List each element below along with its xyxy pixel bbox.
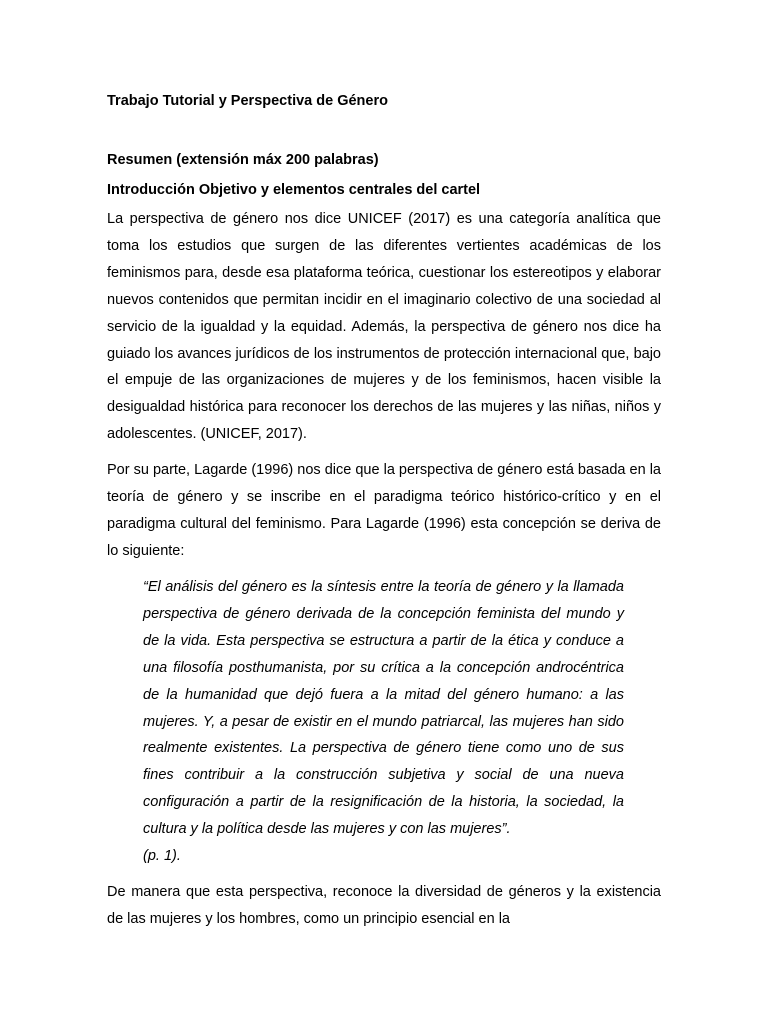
paragraph-unicef: La perspectiva de género nos dice UNICEF (2017) es una categoría analítica que toma los estudios que surgen de las diferentes vertientes académicas de los feminismos para, desde esa plataforma teórica, cuestionar los estereotipos y elaborar nuevos contenidos que permitan incidir en el imaginario colectivo de una sociedad al servicio de la igualdad y la equidad. Además, la perspectiva de género nos dice ha guiado los avances jurídicos de los instrumentos de protección internacional que, bajo el empuje de las organizaciones de mujeres y de los feminismos, hacen visible la desigualdad histórica para reconocer los derechos de las mujeres y las niñas, niños y adolescentes. (UNICEF, 2017). [107,211,661,443]
document-title: Trabajo Tutorial y Perspectiva de Género [107,93,388,109]
paragraph-lagarde: Por su parte, Lagarde (1996) nos dice que la perspectiva de género está basada en la teoría de género y se inscribe en el paradigma teórico histórico-crítico y en el paradigma cultural del feminismo. Para Lagarde (1996) esta concepción se deriva de lo siguiente: [107,462,661,559]
paragraph-diversidad: De manera que esta perspectiva, reconoce la diversidad de géneros y la existencia de las mujeres y los hombres, como un principio esencial en la [107,884,661,927]
quote-citation: (p. 1). [143,848,181,864]
block-quote: “El análisis del género es la síntesis entre la teoría de género y la llamada perspectiva de género derivada de la concepción feminista del mundo y de la vida. Esta perspectiva se estructura a partir de la ética y conduce a una filosofía posthumanista, por su crítica a la concepción androcéntrica de la humanidad que dejó fuera a la mitad del género humano: a las mujeres. Y, a pesar de existir en el mundo patriarcal, las mujeres han sido realmente existentes. La perspectiva de género tiene como uno de sus fines contribuir a la construcción subjetiva y social de una nueva configuración a partir de la resignificación de la historia, la sociedad, la cultura y la política desde las mujeres y con las mujeres”. [143,579,624,838]
heading-resumen: Resumen (extensión máx 200 palabras) [107,152,379,168]
heading-introduccion: Introducción Objetivo y elementos centrales del cartel [107,182,481,198]
